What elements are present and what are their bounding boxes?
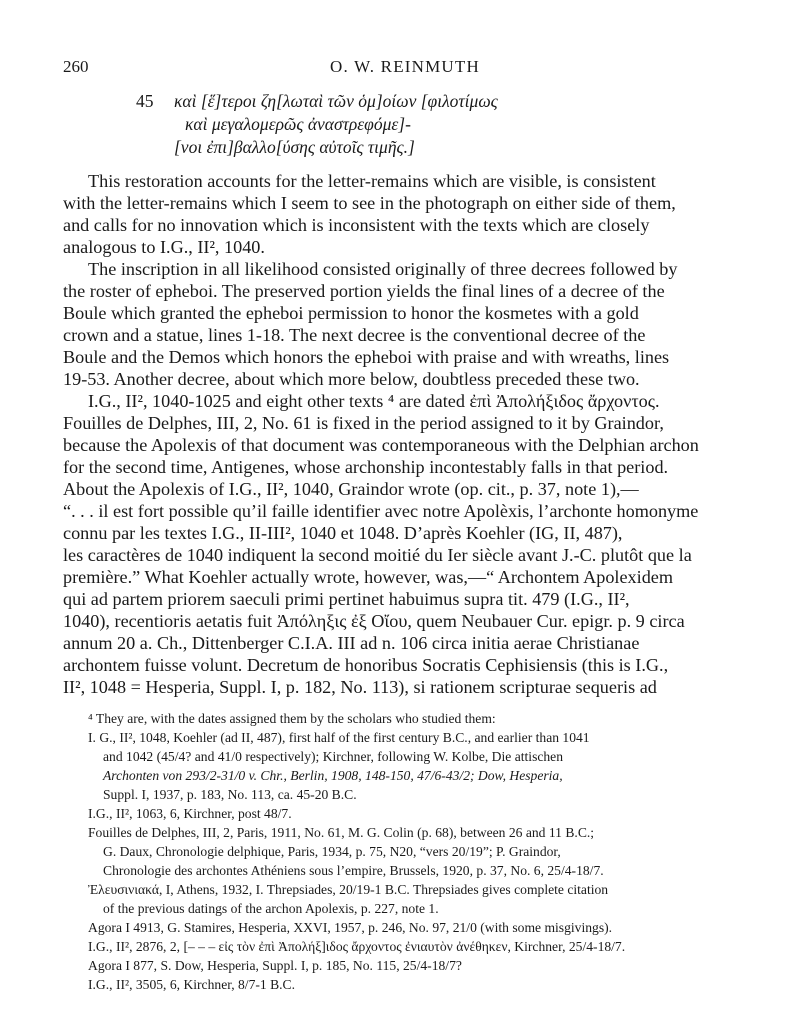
page-number: 260 [63, 57, 89, 76]
body-line: the roster of epheboi. The preserved portion yields the final lines of a decree of the [63, 281, 665, 301]
body-line: archontem fuisse volunt. Decretum de honoribus Socratis Cephisiensis (this is I.G., [63, 655, 669, 675]
body-line: with the letter-remains which I seem to see in the photograph on either side of them, [63, 193, 676, 213]
footnote-line: Fouilles de Delphes, III, 2, Paris, 1911, No. 61, M. G. Colin (p. 68), between 26 and 11 B.C.; [88, 825, 595, 840]
greek-line: καὶ [ἕ]τεροι ζη[λωταὶ τῶν ὁμ]οίων [φιλοτίμως [174, 91, 498, 111]
body-line: The inscription in all likelihood consisted originally of three decrees followed by [88, 259, 678, 279]
body-line: and calls for no innovation which is inconsistent with the texts which are closely [63, 215, 650, 235]
greek-line: [νοι ἐπι]βαλλο[ύσης αὐτοῖς τιμῆς.] [174, 137, 415, 157]
body-line: 19-53. Another decree, about which more below, doubtless preceded these two. [63, 369, 640, 389]
footnote-line: Agora I 4913, G. Stamires, Hesperia, XXVI, 1957, p. 246, No. 97, 21/0 (with some misgivings). [88, 920, 613, 935]
body-line: Fouilles de Delphes, III, 2, No. 61 is fixed in the period assigned to it by Graindor, [63, 413, 664, 433]
body-line: connu par les textes I.G., II-III², 1040 et 1048. D’après Koehler (IG, II, 487), [63, 523, 623, 543]
body-line: for the second time, Antigenes, whose archonship incontestably falls in that period. [63, 457, 669, 477]
body-line: “. . . il est fort possible qu’il faille identifier avec notre Apolèxis, l’archonte homonyme [63, 501, 699, 521]
body-line: qui ad partem priorem saeculi primi pertinet habuimus supra tit. 479 (I.G., II², [63, 589, 630, 609]
body-line: I.G., II², 1040-1025 and eight other texts ⁴ are dated ἐπὶ Ἀπολήξιδος ἄρχοντος. [88, 391, 660, 411]
inscription-line-number: 45 [136, 91, 154, 111]
footnote-line: Suppl. I, 1937, p. 183, No. 113, ca. 45-20 B.C. [103, 787, 357, 802]
body-line: première.” What Koehler actually wrote, however, was,—“ Archontem Apolexidem [63, 567, 674, 587]
body-line: 1040), recentioris aetatis fuit Ἀπόληξις ἐξ Οἴου, quem Neubauer Cur. epigr. p. 9 circa [63, 611, 685, 631]
body-line: Boule and the Demos which honors the epheboi with praise and with wreaths, lines [63, 347, 670, 367]
footnote-line: Ἐλευσινιακά, I, Athens, 1932, I. Threpsiades, 20/19-1 B.C. Threpsiades gives complete citation [88, 882, 609, 897]
footnote-line: Chronologie des archontes Athéniens sous l’empire, Brussels, 1920, p. 37, No. 6, 25/4-18/7. [103, 863, 604, 878]
running-head-author: O. W. REINMUTH [330, 57, 480, 76]
body-line: This restoration accounts for the letter-remains which are visible, is consistent [88, 171, 656, 191]
body-line: crown and a statue, lines 1-18. The next decree is the conventional decree of the [63, 325, 646, 345]
footnote-line: I.G., II², 2876, 2, [– – – εἰς τὸν ἐπὶ Ἀπολήξ]ιδος ἄρχοντος ἐνιαυτὸν ἀνέθηκεν, Kirchner, 25/4-18/7. [88, 939, 626, 954]
body-line: About the Apolexis of I.G., II², 1040, Graindor wrote (op. cit., p. 37, note 1),— [63, 479, 639, 499]
footnote-line: I.G., II², 1063, 6, Kirchner, post 48/7. [88, 806, 292, 821]
footnote-line: Archonten von 293/2-31/0 v. Chr., Berlin, 1908, 148-150, 47/6-43/2; Dow, Hesperia, [103, 768, 563, 783]
greek-line: καὶ μεγαλομερῶς ἀναστρεφόμε]- [185, 114, 411, 134]
footnote-line: I. G., II², 1048, Koehler (ad II, 487), first half of the first century B.C., and earlier than 1041 [88, 730, 590, 745]
footnote-line: I.G., II², 3505, 6, Kirchner, 8/7-1 B.C. [88, 977, 296, 992]
body-line: analogous to I.G., II², 1040. [63, 237, 265, 257]
body-line: because the Apolexis of that document was contemporaneous with the Delphian archon [63, 435, 699, 455]
footnote-line: and 1042 (45/4? and 41/0 respectively); Kirchner, following W. Kolbe, Die attischen [103, 749, 564, 764]
body-line: annum 20 a. Ch., Dittenberger C.I.A. III ad n. 106 circa initia aerae Christianae [63, 633, 640, 653]
body-line: les caractères de 1040 indiquent la second moitié du Ier siècle avant J.-C. plutôt que la [63, 545, 692, 565]
footnote-line: ⁴ They are, with the dates assigned them by the scholars who studied them: [88, 711, 496, 726]
footnote-line: of the previous datings of the archon Apolexis, p. 227, note 1. [103, 901, 439, 916]
footnote-line: G. Daux, Chronologie delphique, Paris, 1934, p. 75, N20, “vers 20/19”; P. Graindor, [103, 844, 561, 859]
body-line: Boule which granted the epheboi permission to honor the kosmetes with a gold [63, 303, 639, 323]
body-line: II², 1048 = Hesperia, Suppl. I, p. 182, No. 113), si rationem scripturae sequeris ad [63, 677, 657, 697]
footnote-line: Agora I 877, S. Dow, Hesperia, Suppl. I, p. 185, No. 115, 25/4-18/7? [88, 958, 462, 973]
